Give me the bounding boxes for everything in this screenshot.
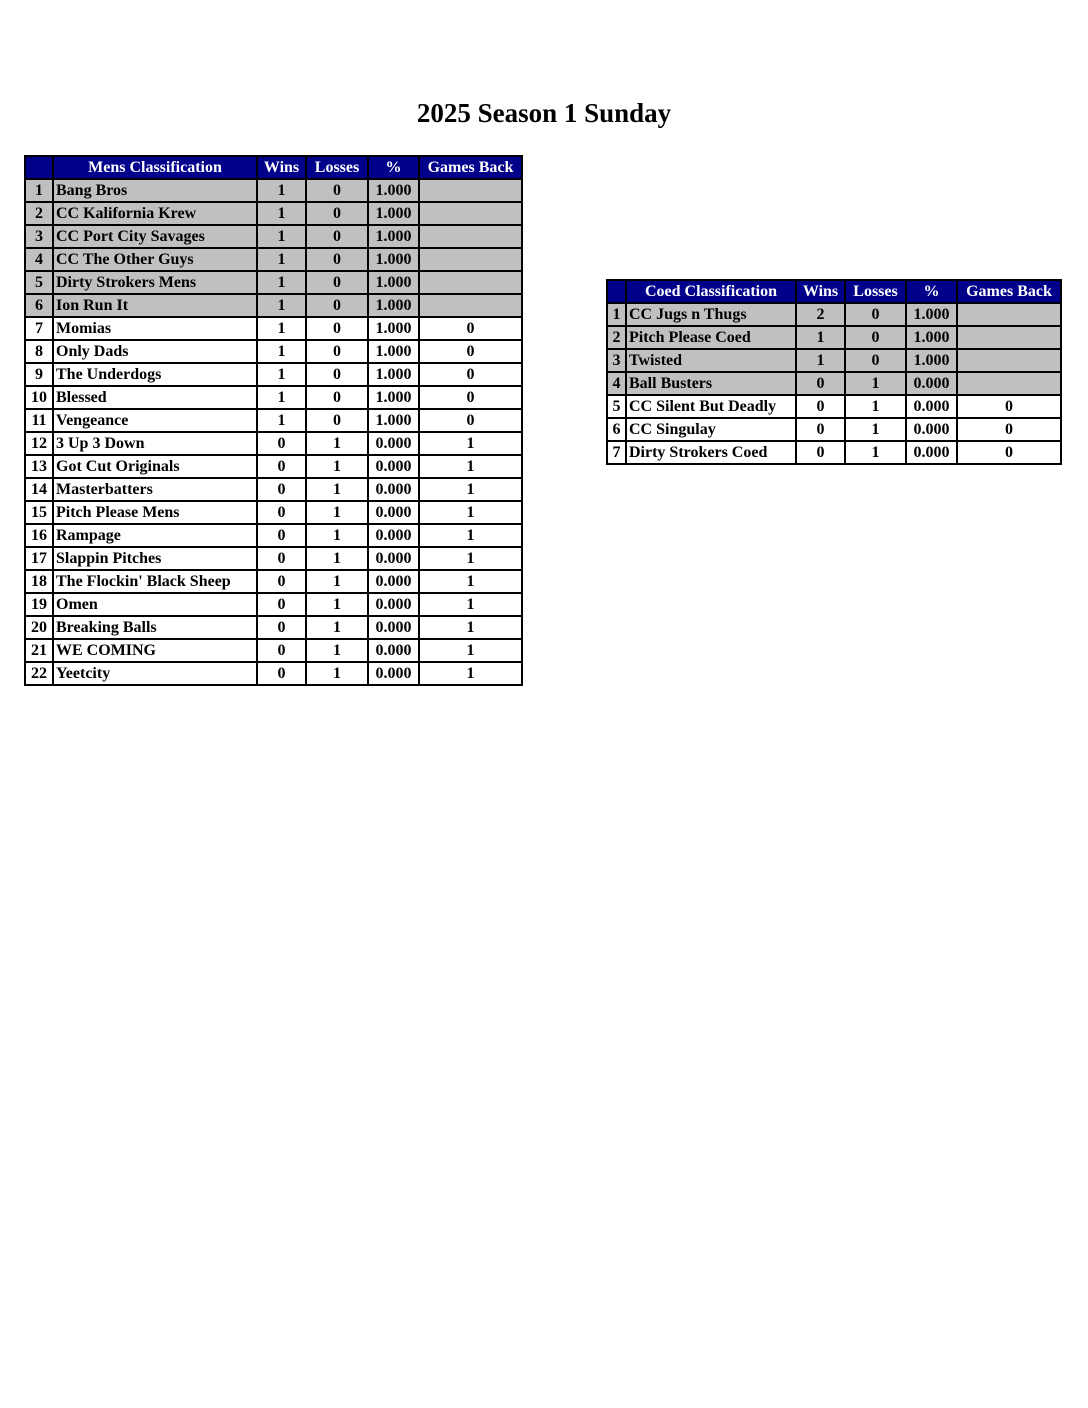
games-back-cell (419, 271, 522, 294)
games-back-cell: 1 (419, 547, 522, 570)
games-back-cell (419, 202, 522, 225)
pct-cell: 0.000 (368, 432, 419, 455)
rank-cell: 12 (25, 432, 53, 455)
losses-cell: 1 (306, 432, 368, 455)
games-back-cell (419, 248, 522, 271)
team-name-cell: CC Singulay (626, 418, 796, 441)
table-header-row (25, 156, 522, 179)
pct-cell: 0.000 (368, 593, 419, 616)
team-name-cell: Dirty Strokers Coed (626, 441, 796, 464)
pct-header: % (368, 156, 419, 179)
losses-cell: 0 (306, 363, 368, 386)
pct-cell: 1.000 (368, 202, 419, 225)
games-back-cell: 1 (419, 570, 522, 593)
team-name-cell: Yeetcity (53, 662, 257, 685)
team-name-cell: Slappin Pitches (53, 547, 257, 570)
table-row (25, 363, 522, 386)
losses-cell: 1 (845, 372, 906, 395)
table-row (607, 395, 1061, 418)
losses-cell: 0 (306, 386, 368, 409)
wins-cell: 1 (796, 326, 845, 349)
classification-header: Coed Classification (626, 280, 796, 303)
losses-cell: 1 (306, 639, 368, 662)
wins-cell: 0 (257, 616, 306, 639)
losses-cell: 0 (845, 303, 906, 326)
rank-cell: 7 (25, 317, 53, 340)
table-row (25, 478, 522, 501)
wins-cell: 0 (796, 441, 845, 464)
rank-cell: 3 (607, 349, 626, 372)
pct-cell: 0.000 (368, 616, 419, 639)
losses-cell: 0 (306, 248, 368, 271)
wins-cell: 1 (257, 271, 306, 294)
games-back-cell: 1 (419, 524, 522, 547)
wins-cell: 2 (796, 303, 845, 326)
rank-cell: 7 (607, 441, 626, 464)
wins-cell: 0 (257, 455, 306, 478)
table-row (25, 294, 522, 317)
wins-cell: 1 (257, 340, 306, 363)
wins-header: Wins (796, 280, 845, 303)
wins-cell: 1 (257, 317, 306, 340)
games-back-cell: 0 (419, 317, 522, 340)
rank-cell: 3 (25, 225, 53, 248)
losses-cell: 1 (306, 593, 368, 616)
wins-cell: 0 (257, 570, 306, 593)
losses-cell: 0 (306, 294, 368, 317)
mens-standings-table (24, 155, 523, 686)
team-name-cell: Vengeance (53, 409, 257, 432)
team-name-cell: Twisted (626, 349, 796, 372)
rank-cell: 8 (25, 340, 53, 363)
losses-cell: 1 (306, 570, 368, 593)
rank-cell: 17 (25, 547, 53, 570)
pct-cell: 0.000 (368, 662, 419, 685)
games-back-cell: 0 (419, 409, 522, 432)
pct-cell: 0.000 (906, 372, 957, 395)
table-row (25, 317, 522, 340)
rank-cell: 11 (25, 409, 53, 432)
pct-cell: 1.000 (368, 317, 419, 340)
games-back-cell: 1 (419, 432, 522, 455)
rank-cell: 19 (25, 593, 53, 616)
rank-cell: 18 (25, 570, 53, 593)
pct-cell: 0.000 (368, 524, 419, 547)
pct-cell: 0.000 (368, 478, 419, 501)
rank-cell: 20 (25, 616, 53, 639)
team-name-cell: Ball Busters (626, 372, 796, 395)
team-name-cell: CC The Other Guys (53, 248, 257, 271)
table-row (25, 248, 522, 271)
team-name-cell: Ion Run It (53, 294, 257, 317)
rank-cell: 1 (607, 303, 626, 326)
team-name-cell: Bang Bros (53, 179, 257, 202)
games-back-cell: 1 (419, 593, 522, 616)
rank-cell: 16 (25, 524, 53, 547)
team-name-cell: Pitch Please Mens (53, 501, 257, 524)
table-row (25, 524, 522, 547)
table-row (25, 432, 522, 455)
table-row (25, 202, 522, 225)
wins-cell: 0 (257, 662, 306, 685)
team-name-cell: The Underdogs (53, 363, 257, 386)
rank-header (25, 156, 53, 179)
losses-header: Losses (845, 280, 906, 303)
losses-cell: 1 (306, 547, 368, 570)
classification-header: Mens Classification (53, 156, 257, 179)
rank-cell: 1 (25, 179, 53, 202)
pct-cell: 0.000 (906, 418, 957, 441)
pct-header: % (906, 280, 957, 303)
games-back-cell: 0 (957, 441, 1061, 464)
table-row (607, 441, 1061, 464)
team-name-cell: Masterbatters (53, 478, 257, 501)
losses-cell: 0 (306, 340, 368, 363)
wins-cell: 0 (257, 639, 306, 662)
games-back-cell: 1 (419, 501, 522, 524)
wins-cell: 0 (796, 395, 845, 418)
games-back-cell: 1 (419, 662, 522, 685)
pct-cell: 1.000 (368, 409, 419, 432)
games-back-cell: 1 (419, 478, 522, 501)
team-name-cell: Rampage (53, 524, 257, 547)
wins-cell: 1 (257, 248, 306, 271)
games-back-cell: 1 (419, 639, 522, 662)
team-name-cell: Dirty Strokers Mens (53, 271, 257, 294)
team-name-cell: CC Kalifornia Krew (53, 202, 257, 225)
wins-cell: 0 (257, 524, 306, 547)
team-name-cell: The Flockin' Black Sheep (53, 570, 257, 593)
wins-cell: 1 (257, 179, 306, 202)
wins-cell: 0 (257, 432, 306, 455)
coed-rows (607, 303, 1061, 464)
table-row (25, 616, 522, 639)
table-row (25, 179, 522, 202)
team-name-cell: Got Cut Originals (53, 455, 257, 478)
games-back-cell: 1 (419, 616, 522, 639)
table-row (25, 455, 522, 478)
losses-header: Losses (306, 156, 368, 179)
pct-cell: 0.000 (368, 639, 419, 662)
table-row (25, 662, 522, 685)
mens-rows (25, 179, 522, 685)
table-row (25, 593, 522, 616)
games-back-cell (957, 349, 1061, 372)
pct-cell: 0.000 (906, 441, 957, 464)
team-name-cell: Blessed (53, 386, 257, 409)
games-back-cell: 1 (419, 455, 522, 478)
games-back-cell: 0 (419, 386, 522, 409)
table-row (607, 303, 1061, 326)
losses-cell: 0 (306, 202, 368, 225)
losses-cell: 1 (306, 524, 368, 547)
games-back-cell: 0 (957, 395, 1061, 418)
games-back-cell: 0 (419, 340, 522, 363)
rank-cell: 15 (25, 501, 53, 524)
team-name-cell: Breaking Balls (53, 616, 257, 639)
rank-cell: 5 (25, 271, 53, 294)
rank-cell: 6 (25, 294, 53, 317)
table-row (25, 271, 522, 294)
rank-cell: 2 (25, 202, 53, 225)
losses-cell: 0 (845, 349, 906, 372)
wins-cell: 0 (257, 478, 306, 501)
team-name-cell: 3 Up 3 Down (53, 432, 257, 455)
losses-cell: 1 (845, 418, 906, 441)
pct-cell: 1.000 (368, 248, 419, 271)
games-back-cell: 0 (957, 418, 1061, 441)
pct-cell: 1.000 (368, 363, 419, 386)
pct-cell: 1.000 (368, 386, 419, 409)
rank-cell: 22 (25, 662, 53, 685)
pct-cell: 1.000 (906, 349, 957, 372)
pct-cell: 0.000 (368, 455, 419, 478)
team-name-cell: Omen (53, 593, 257, 616)
losses-cell: 1 (306, 455, 368, 478)
wins-cell: 1 (257, 202, 306, 225)
table-row (25, 340, 522, 363)
wins-header: Wins (257, 156, 306, 179)
losses-cell: 0 (306, 179, 368, 202)
games-back-cell (957, 372, 1061, 395)
table-row (25, 639, 522, 662)
rank-header (607, 280, 626, 303)
team-name-cell: CC Jugs n Thugs (626, 303, 796, 326)
team-name-cell: Momias (53, 317, 257, 340)
pct-cell: 1.000 (368, 179, 419, 202)
table-row (607, 418, 1061, 441)
table-row (25, 409, 522, 432)
pct-cell: 1.000 (368, 340, 419, 363)
losses-cell: 1 (306, 478, 368, 501)
rank-cell: 4 (25, 248, 53, 271)
rank-cell: 2 (607, 326, 626, 349)
wins-cell: 1 (257, 386, 306, 409)
pct-cell: 0.000 (906, 395, 957, 418)
losses-cell: 0 (845, 326, 906, 349)
team-name-cell: WE COMING (53, 639, 257, 662)
losses-cell: 1 (306, 501, 368, 524)
rank-cell: 21 (25, 639, 53, 662)
wins-cell: 1 (257, 294, 306, 317)
pct-cell: 1.000 (368, 225, 419, 248)
losses-cell: 0 (306, 409, 368, 432)
games-back-cell (419, 225, 522, 248)
pct-cell: 0.000 (368, 547, 419, 570)
wins-cell: 0 (257, 501, 306, 524)
games-back-header: Games Back (957, 280, 1061, 303)
table-row (25, 501, 522, 524)
wins-cell: 0 (796, 372, 845, 395)
pct-cell: 1.000 (906, 326, 957, 349)
table-row (607, 326, 1061, 349)
rank-cell: 4 (607, 372, 626, 395)
team-name-cell: CC Port City Savages (53, 225, 257, 248)
table-row (607, 349, 1061, 372)
wins-cell: 1 (257, 363, 306, 386)
losses-cell: 0 (306, 317, 368, 340)
table-row (25, 570, 522, 593)
games-back-header: Games Back (419, 156, 522, 179)
wins-cell: 1 (796, 349, 845, 372)
games-back-cell: 0 (419, 363, 522, 386)
coed-standings-table (606, 279, 1062, 465)
losses-cell: 0 (306, 271, 368, 294)
pct-cell: 1.000 (368, 271, 419, 294)
table-header-row (607, 280, 1061, 303)
losses-cell: 1 (845, 395, 906, 418)
pct-cell: 0.000 (368, 570, 419, 593)
losses-cell: 1 (306, 662, 368, 685)
games-back-cell (957, 303, 1061, 326)
team-name-cell: Only Dads (53, 340, 257, 363)
rank-cell: 14 (25, 478, 53, 501)
wins-cell: 0 (257, 593, 306, 616)
table-row (25, 386, 522, 409)
rank-cell: 13 (25, 455, 53, 478)
wins-cell: 0 (257, 547, 306, 570)
rank-cell: 10 (25, 386, 53, 409)
losses-cell: 0 (306, 225, 368, 248)
wins-cell: 1 (257, 225, 306, 248)
rank-cell: 5 (607, 395, 626, 418)
pct-cell: 0.000 (368, 501, 419, 524)
losses-cell: 1 (306, 616, 368, 639)
games-back-cell (419, 294, 522, 317)
team-name-cell: CC Silent But Deadly (626, 395, 796, 418)
pct-cell: 1.000 (906, 303, 957, 326)
losses-cell: 1 (845, 441, 906, 464)
rank-cell: 6 (607, 418, 626, 441)
table-row (607, 372, 1061, 395)
team-name-cell: Pitch Please Coed (626, 326, 796, 349)
page-title: 2025 Season 1 Sunday (416, 98, 672, 128)
wins-cell: 1 (257, 409, 306, 432)
table-row (25, 225, 522, 248)
table-row (25, 547, 522, 570)
rank-cell: 9 (25, 363, 53, 386)
pct-cell: 1.000 (368, 294, 419, 317)
games-back-cell (957, 326, 1061, 349)
wins-cell: 0 (796, 418, 845, 441)
games-back-cell (419, 179, 522, 202)
